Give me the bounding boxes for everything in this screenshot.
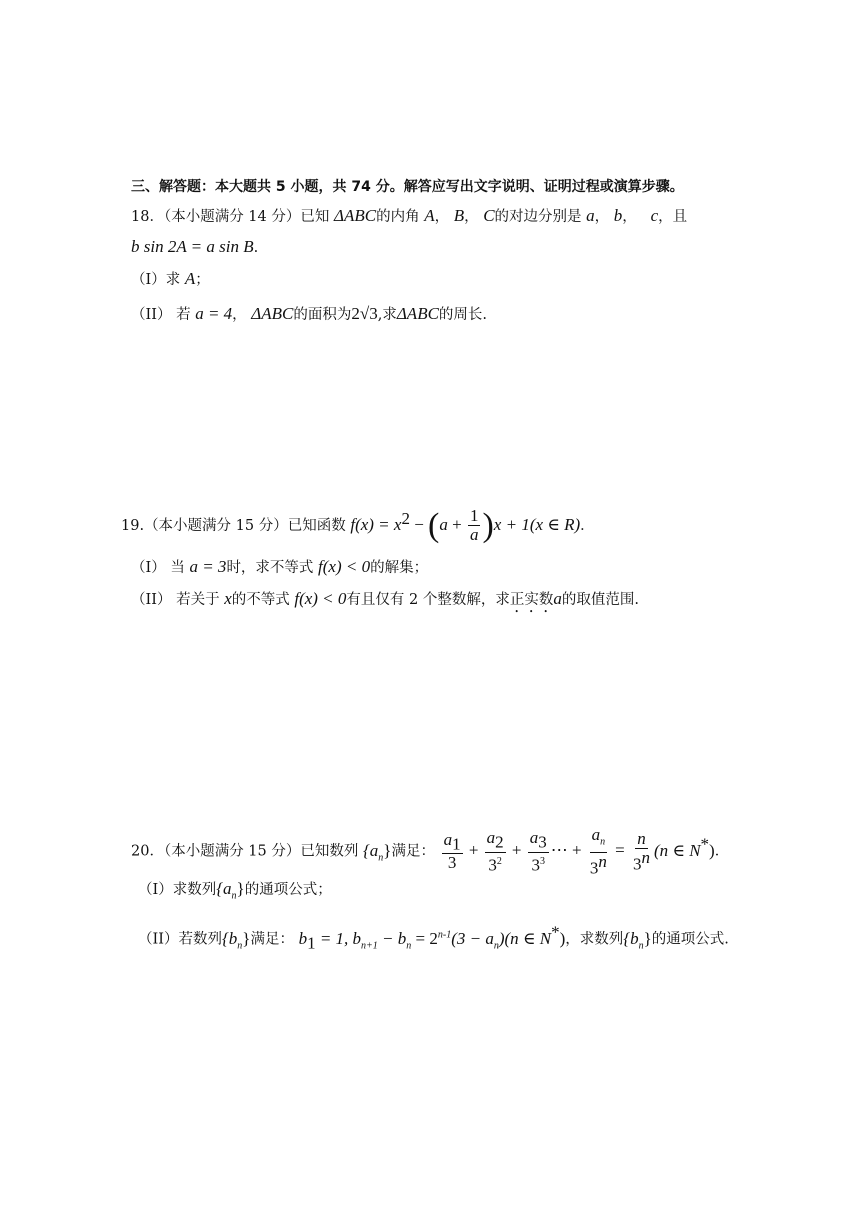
q20-end: ． — [714, 843, 730, 860]
q20-frac-n-sub: n — [600, 836, 606, 848]
q20-frac-2-num — [485, 829, 506, 852]
q20-frac-2 — [485, 829, 506, 874]
q18-part2-triangle-2: ΔABC — [396, 304, 439, 323]
q19-frac-den: a — [469, 525, 479, 545]
q18-part1-label: （I）求 — [131, 272, 181, 288]
q20-part2-rest-a: = 1, b — [315, 928, 362, 948]
q20-part2-sub-n-2: n — [493, 940, 499, 952]
q19-part1 — [131, 556, 428, 579]
q19-minus: − — [409, 514, 429, 534]
q20-frac-1-num — [442, 831, 463, 854]
q20-cond-star: * — [700, 834, 710, 853]
q20-part2-seq — [221, 928, 251, 952]
q20-frac-n-var: a — [591, 825, 601, 845]
q20-seq-a-sub: n — [378, 852, 384, 864]
q20-plus: + — [464, 840, 483, 860]
q20-part2-end: 的通项公式. — [651, 931, 729, 948]
q20-frac-rhs-num: n — [637, 828, 646, 848]
q18-sep: ， — [594, 209, 610, 225]
q18-eq: b sin 2A = a sin B — [131, 237, 254, 256]
q19-part2-mid: 的不等式 — [231, 592, 290, 608]
q19-end: ． — [580, 517, 595, 534]
q20-frac-n-pow: n — [598, 851, 607, 871]
q18-var-C: C — [483, 206, 495, 225]
q20-frac-3-sub: 3 — [538, 832, 547, 852]
q19-part2-label: （II） 若关于 — [131, 592, 220, 608]
q20-equals: = — [610, 840, 629, 860]
q18-part1-var: A — [184, 269, 196, 288]
q20-frac-1 — [442, 831, 463, 872]
q20-part1-seq — [216, 879, 245, 902]
q19-number: 19. — [121, 517, 145, 534]
q18-triangle: ΔABC — [333, 206, 377, 225]
q18-part2-cond: a = 4 — [195, 304, 233, 323]
q18-text: 的内角 — [376, 209, 420, 225]
q20-seq-a-open: {a — [362, 840, 379, 860]
q18-part2-label: （II） 若 — [131, 307, 191, 323]
q18-text: 的对边分别是 — [494, 209, 582, 225]
q20-part2-sub-n1: n+1 — [361, 940, 378, 952]
q20-part1 — [138, 878, 332, 907]
q20-frac-n-num — [590, 826, 608, 852]
q19-square: 2 — [401, 509, 410, 528]
q20-part1-seq-sub: n — [231, 890, 237, 902]
q19-fraction — [468, 507, 481, 544]
q20-part2-rest-b: (3 − a — [451, 928, 494, 948]
q19-part1-mid: 时，求不等式 — [226, 560, 314, 576]
q20-frac-3-base: 3 — [531, 855, 541, 875]
q20-part2-b1: b — [298, 928, 308, 948]
q20-frac-n-den — [588, 853, 609, 878]
q19-part1-cond: a = 3 — [189, 557, 227, 576]
q19-part1-ineq: f(x) < 0 — [318, 557, 371, 576]
q20-number: 20． — [131, 843, 164, 860]
q18-number: 18． — [131, 209, 164, 225]
q18-part2-triangle: ΔABC — [251, 304, 294, 323]
q19-part2-ineq: f(x) < 0 — [294, 589, 347, 608]
q20-frac-3 — [528, 829, 549, 874]
q18-part1-end: ； — [195, 272, 210, 288]
q18-sep: ， — [622, 209, 637, 225]
q18-stem — [131, 205, 687, 228]
q20-frac-1-sub: 1 — [452, 834, 461, 854]
q18-part2-area-value: 2√3 — [351, 304, 378, 323]
q20-part2-seq-b — [623, 928, 652, 952]
q20-part2-seq-b-close: } — [643, 928, 652, 948]
q18-var-a: a — [586, 206, 595, 225]
q18-sep: ， — [464, 209, 479, 225]
q18-equation — [131, 236, 258, 259]
q19-score: （本小题满分 15 分） — [144, 517, 288, 534]
q20-part1-seq-open: {a — [216, 879, 232, 898]
q20-frac-2-var: a — [486, 828, 496, 848]
q20-frac-2-den — [486, 853, 504, 875]
q20-part2-rest-c: )(n ∈ N — [498, 928, 552, 948]
q20-part2-two: = 2 — [411, 928, 438, 948]
q19-part2-mid2: 有且仅有 2 个整数解，求 — [346, 592, 510, 608]
q20-part1-end: 的通项公式； — [244, 882, 332, 898]
q19-fx: f(x) = x — [350, 514, 402, 534]
q20-frac-1-var: a — [443, 829, 453, 849]
q20-part2-seq-open: {b — [221, 928, 238, 948]
q20-part2-b1-sub: 1 — [307, 933, 316, 953]
q20-part2 — [138, 921, 729, 957]
q20-frac-rhs-den — [631, 849, 652, 874]
q19-part1-end: 的解集； — [370, 560, 429, 576]
q19-part2-end: 的取值范围. — [561, 592, 639, 608]
q20-frac-1-den: 3 — [447, 853, 457, 873]
q20-seq-a-close: } — [383, 840, 392, 860]
q20-frac-2-pow: 2 — [496, 855, 502, 867]
q19-a: a — [439, 514, 448, 534]
q20-part2-minus: − b — [377, 928, 407, 948]
q19-part1-label: （I） 当 — [131, 560, 185, 576]
section-header: 三、解答题：本大题共 5 小题，共 74 分。解答应写出文字说明、证明过程或演算步骤。 — [131, 179, 684, 195]
q20-seq-a — [362, 840, 392, 864]
q19-part2-a: a — [553, 589, 562, 608]
q18-var-A: A — [424, 206, 435, 225]
q20-stem-mid: 满足： — [391, 843, 435, 860]
q19-frac-num: 1 — [469, 506, 479, 526]
q18-part2-mid: ， — [232, 307, 247, 323]
q19-part2-x: x — [224, 589, 232, 608]
q20-frac-3-den — [530, 853, 548, 875]
q20-frac-rhs-pow: n — [641, 847, 650, 867]
q20-cond-text: (n ∈ N — [653, 840, 701, 860]
q20-frac-3-pow: 3 — [540, 855, 546, 867]
q20-part1-seq-close: } — [236, 879, 245, 898]
q19-part2 — [131, 588, 639, 616]
q18-text: ，且 — [658, 209, 688, 225]
q20-frac-2-sub: 2 — [495, 832, 504, 852]
q18-part1 — [131, 268, 210, 291]
q20-part2-seq-sub: n — [237, 940, 243, 952]
q20-part2-equation — [298, 922, 566, 953]
q18-text: 已知 — [300, 209, 330, 225]
q19-plus: + — [447, 514, 466, 534]
q20-part2-seq-b-sub: n — [638, 940, 644, 952]
q18-part2-area: 的面积为 — [293, 307, 352, 323]
q20-dots: ⋯ — [550, 840, 568, 860]
q18-eq-end: . — [253, 240, 259, 256]
q19-close-paren: ) — [482, 506, 494, 544]
q20-frac-rhs-base: 3 — [632, 854, 642, 874]
q19-stem — [121, 500, 595, 545]
q18-part2-ask: ,求 — [377, 307, 397, 323]
q18-var-B: B — [453, 206, 465, 225]
q20-frac-n-base: 3 — [589, 858, 599, 878]
q20-frac-3-num — [528, 829, 549, 852]
q20-part2-label: （II）若数列 — [138, 931, 222, 948]
q20-part2-star: * — [551, 922, 560, 941]
q18-sep: ， — [434, 209, 450, 225]
q20-part2-seq-close: } — [242, 928, 251, 948]
q20-part1-label: （I）求数列 — [138, 882, 217, 898]
q19-tail: x + 1(x ∈ R) — [493, 514, 581, 534]
q20-text: 已知数列 — [300, 843, 359, 860]
q18-score: （本小题满分 14 分） — [163, 209, 301, 225]
q18-part2 — [131, 303, 487, 326]
q19-part2-emphasis: 正实数 — [509, 592, 554, 608]
q19-text: 已知函数 — [287, 517, 346, 534]
q18-var-c: c — [650, 206, 659, 225]
q20-part2-close: ) — [559, 928, 566, 948]
q20-score: （本小题满分 15 分） — [163, 843, 301, 860]
q20-stem — [131, 822, 729, 880]
q20-frac-2-base: 3 — [488, 855, 497, 875]
q18-part2-end: 的周长. — [438, 307, 488, 323]
q20-frac-rhs — [631, 830, 652, 874]
q19-open-paren: ( — [428, 506, 440, 544]
q18-var-b: b — [613, 206, 623, 225]
q20-cond-close: ) — [709, 840, 715, 860]
q20-part2-pow: n-1 — [437, 929, 452, 940]
q20-plus: + — [567, 840, 586, 860]
q20-part2-mid: 满足： — [250, 931, 294, 948]
q20-frac-3-var: a — [529, 828, 539, 848]
q20-part2-sub-n: n — [406, 940, 412, 952]
q20-plus: + — [507, 840, 526, 860]
q20-part2-ask: ，求数列 — [565, 931, 624, 948]
q20-condition — [653, 834, 715, 860]
q20-frac-n — [588, 826, 609, 877]
q20-part2-seq-b-open: {b — [623, 928, 639, 948]
